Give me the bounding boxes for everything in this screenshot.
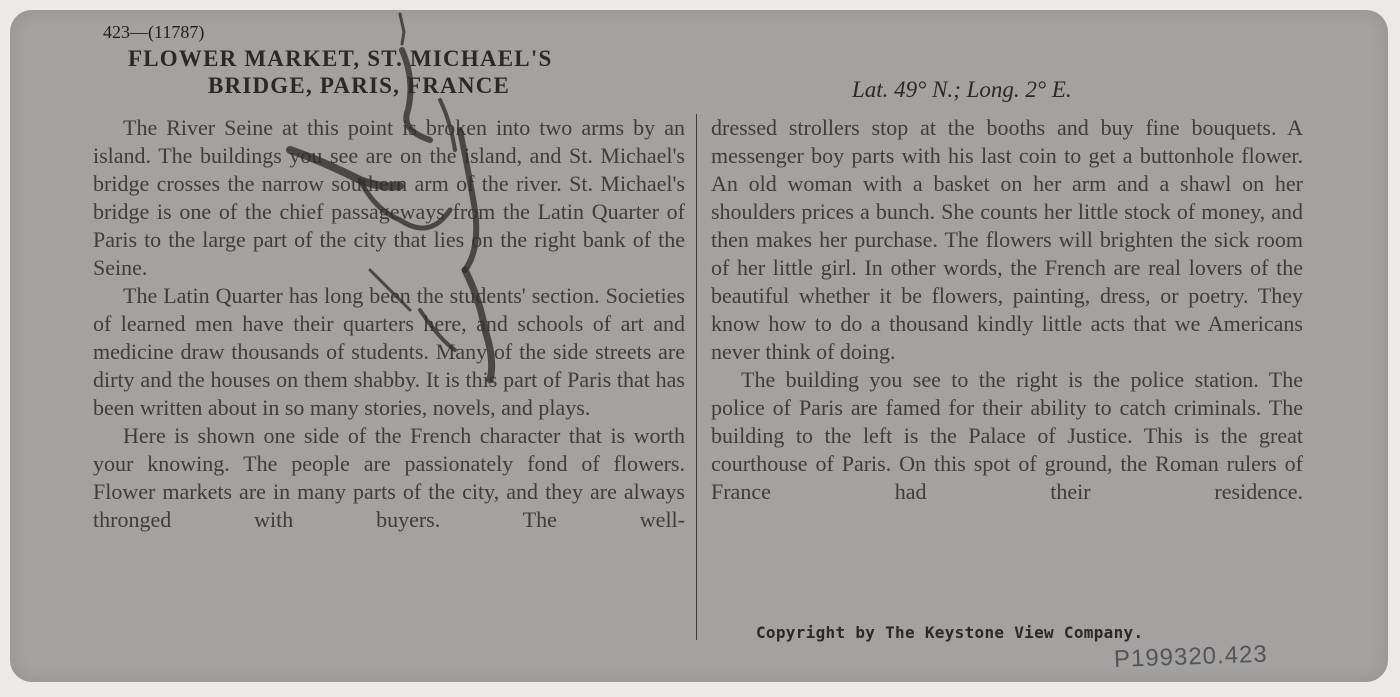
right-paragraph-1: dressed strollers stop at the booths and buy fine bouquets. A messenger boy parts with his last coin to get a buttonhole flower. An old woman with a basket on her arm and a shawl on her shoulders prices a bunch. She counts her little stock of money, and then makes her purchase. The flowers will brighten the sick room of her little girl. In other words, the French are real lovers of the beautiful whether it be flowers, painting, dress, or poetry. They know how to do a thousand kindly little acts that we Americans never think of doing. bbox=[711, 115, 1303, 364]
coordinates: Lat. 49° N.; Long. 2° E. bbox=[852, 77, 1072, 102]
copyright-notice: Copyright by The Keystone View Company. bbox=[756, 623, 1144, 642]
accession-number: P199320.423 bbox=[1113, 640, 1269, 673]
ink-stain-marks bbox=[280, 10, 540, 410]
column-divider bbox=[696, 114, 697, 640]
catalog-number: 423—(11787) bbox=[103, 22, 205, 42]
left-paragraph-3: Here is shown one side of the French character that is worth your knowing. The people are passionately fond of flowers. Flower markets are in many parts of the city, and they are always thronged with buyers. The well- bbox=[93, 423, 685, 532]
title-line-2: BRIDGE, PARIS, FRANCE bbox=[208, 73, 511, 98]
right-paragraph-2: The building you see to the right is the police station. The police of Paris are famed for their ability to catch criminals. The building to the left is the Palace of Justice. This is the great courthouse of Paris. On this spot of ground, the Roman rulers of France had their residence. bbox=[711, 367, 1303, 504]
left-paragraph-2: The Latin Quarter has long been the students' section. Societies of learned men have their quarters here, and schools of art and medicine draw thousands of students. Many of the side streets are dirty and the houses on them shabby. It is this part of Paris that has been written about in so many stories, novels, and plays. bbox=[93, 283, 685, 420]
stereograph-card-back bbox=[10, 10, 1388, 682]
right-text-column bbox=[711, 114, 1303, 506]
left-paragraph-1: The River Seine at this point is broken into two arms by an island. The buildings you see are on the island, and St. Michael's bridge crosses the narrow southern arm of the river. St. Michael's bridge is one of the chief passageways from the Latin Quarter of Paris to the large part of the city that lies on the right bank of the Seine. bbox=[93, 115, 685, 280]
title-line-1: FLOWER MARKET, ST. MICHAEL'S bbox=[128, 46, 553, 71]
